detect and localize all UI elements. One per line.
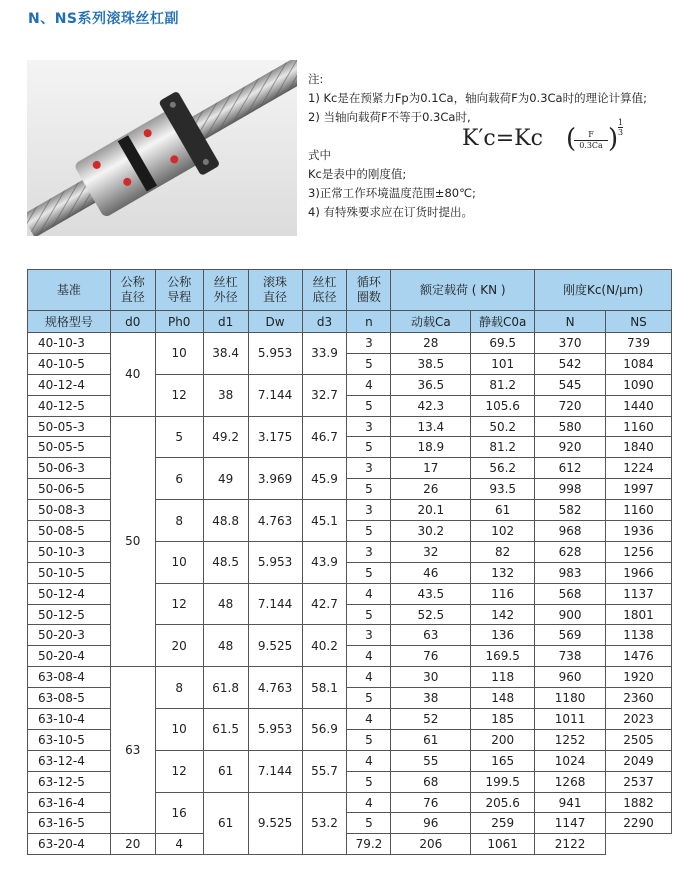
- model-cell: 63-12-5: [28, 771, 111, 792]
- note-2: 2) 当轴向载荷F不等于0.3Ca时,: [308, 110, 471, 124]
- dynamic-load-cell: 52.5: [391, 604, 471, 625]
- static-load-cell: 116: [471, 583, 535, 604]
- dynamic-load-cell: 63: [391, 625, 471, 646]
- dw-cell: 5.953: [248, 333, 302, 375]
- stiffness-ns-cell: 1801: [606, 604, 672, 625]
- static-load-cell: 56.2: [471, 458, 535, 479]
- d3-cell: 53.2: [302, 792, 347, 855]
- stiffness-ns-cell: 1997: [606, 479, 672, 500]
- static-load-cell: 206: [391, 834, 471, 855]
- header-ph0: Ph0: [155, 311, 203, 333]
- note-3: 3)正常工作环境温度范围±80℃;: [308, 186, 476, 200]
- stiffness-n-cell: 628: [535, 541, 606, 562]
- header-d3: d3: [302, 311, 347, 333]
- note-1: 1) Kc是在预紧力Fp为0.1Ca，轴向载荷F为0.3Ca时的理论计算值;: [308, 91, 647, 105]
- ball-screw-photo: [27, 60, 297, 236]
- model-cell: 40-10-5: [28, 353, 111, 374]
- stiffness-n-cell: 569: [535, 625, 606, 646]
- d1-cell: 48.8: [203, 500, 248, 542]
- d1-cell: 48.5: [203, 541, 248, 583]
- stiffness-n-cell: 545: [535, 374, 606, 395]
- stiffness-n-cell: 1252: [535, 729, 606, 750]
- dw-cell: 7.144: [248, 750, 302, 792]
- table-row: [28, 834, 672, 855]
- static-load-cell: 136: [471, 625, 535, 646]
- dw-cell: 9.525: [248, 625, 302, 667]
- static-load-cell: 105.6: [471, 395, 535, 416]
- static-load-cell: 102: [471, 521, 535, 542]
- d0-cell: 50: [110, 416, 155, 667]
- ph0-cell: 10: [155, 709, 203, 751]
- circuits-cell: 5: [347, 562, 391, 583]
- model-cell: 50-05-3: [28, 416, 111, 437]
- d1-cell: 49.2: [203, 416, 248, 458]
- header-nominal-lead: 公称 导程: [155, 270, 203, 311]
- d1-cell: 61: [203, 792, 248, 855]
- static-load-cell: 101: [471, 353, 535, 374]
- d3-cell: 45.1: [302, 500, 347, 542]
- static-load-cell: 199.5: [471, 771, 535, 792]
- stiffness-n-cell: 582: [535, 500, 606, 521]
- stiffness-n-cell: 720: [535, 395, 606, 416]
- header-n: n: [347, 311, 391, 333]
- stiffness-n-cell: 612: [535, 458, 606, 479]
- d0-cell: 63: [110, 667, 155, 834]
- formula-exp-numerator: 1: [618, 118, 624, 127]
- dynamic-load-cell: 32: [391, 541, 471, 562]
- stiffness-n-cell: 1024: [535, 750, 606, 771]
- d1-cell: 48: [203, 583, 248, 625]
- circuits-cell: 4: [347, 667, 391, 688]
- stiffness-n-cell: 968: [535, 521, 606, 542]
- d1-cell: 61.8: [203, 667, 248, 709]
- note-4: 4) 有特殊要求应在订货时提出。: [308, 205, 473, 219]
- spec-table: [27, 269, 672, 855]
- stiffness-n-cell: 370: [535, 333, 606, 354]
- d1-cell: 61.5: [203, 709, 248, 751]
- stiffness-ns-cell: 1966: [606, 562, 672, 583]
- header-stiffness: 刚度Kc(N/μm): [535, 270, 672, 311]
- d1-cell: 49: [203, 458, 248, 500]
- dynamic-load-cell: 68: [391, 771, 471, 792]
- circuits-cell: 5: [347, 813, 391, 834]
- stiffness-n-cell: 941: [535, 792, 606, 813]
- stiffness-n-cell: 1268: [535, 771, 606, 792]
- d1-cell: 48: [203, 625, 248, 667]
- circuits-cell: 5: [347, 604, 391, 625]
- ph0-cell: 12: [155, 374, 203, 416]
- stiffness-ns-cell: 2023: [606, 709, 672, 730]
- d1-cell: 61: [203, 750, 248, 792]
- ph0-cell: 20: [155, 625, 203, 667]
- stiffness-n-cell: 983: [535, 562, 606, 583]
- stiffness-n-cell: 998: [535, 479, 606, 500]
- model-cell: 50-10-5: [28, 562, 111, 583]
- dynamic-load-cell: 46: [391, 562, 471, 583]
- ph0-cell: 5: [155, 416, 203, 458]
- static-load-cell: 148: [471, 688, 535, 709]
- header-circuits: 循环 圈数: [347, 270, 391, 311]
- model-cell: 63-16-5: [28, 813, 111, 834]
- dynamic-load-cell: 52: [391, 709, 471, 730]
- formula-lhs: K′c=Kc: [462, 126, 543, 151]
- stiffness-ns-cell: 1137: [606, 583, 672, 604]
- stiffness-ns-cell: 1084: [606, 353, 672, 374]
- stiffness-n-cell: 1147: [535, 813, 606, 834]
- d3-cell: 40.2: [302, 625, 347, 667]
- header-d1: d1: [203, 311, 248, 333]
- ph0-cell: 16: [155, 792, 203, 834]
- d3-cell: 56.9: [302, 709, 347, 751]
- model-cell: 50-20-3: [28, 625, 111, 646]
- header-dw: Dw: [248, 311, 302, 333]
- stiffness-ns-cell: 1224: [606, 458, 672, 479]
- dynamic-load-cell: 43.5: [391, 583, 471, 604]
- circuits-cell: 5: [347, 479, 391, 500]
- d3-cell: 55.7: [302, 750, 347, 792]
- circuits-cell: 5: [347, 353, 391, 374]
- model-cell: 63-10-5: [28, 729, 111, 750]
- stiffness-ns-cell: 1160: [606, 416, 672, 437]
- note-where: 式中: [308, 148, 331, 162]
- stiffness-n-cell: 580: [535, 416, 606, 437]
- static-load-cell: 132: [471, 562, 535, 583]
- dynamic-load-cell: 79.2: [347, 834, 391, 855]
- d3-cell: 46.7: [302, 416, 347, 458]
- circuits-cell: 4: [347, 583, 391, 604]
- dw-cell: 5.953: [248, 709, 302, 751]
- circuits-cell: 4: [347, 792, 391, 813]
- circuits-cell: 5: [347, 688, 391, 709]
- static-load-cell: 259: [471, 813, 535, 834]
- model-cell: 50-12-5: [28, 604, 111, 625]
- dynamic-load-cell: 28: [391, 333, 471, 354]
- circuits-cell: 4: [155, 834, 203, 855]
- dynamic-load-cell: 30.2: [391, 521, 471, 542]
- model-cell: 50-20-4: [28, 646, 111, 667]
- note-kc: Kc是表中的刚度值;: [308, 167, 407, 181]
- table-row: [28, 667, 672, 688]
- d3-cell: 32.7: [302, 374, 347, 416]
- formula-exp-denominator: 3: [618, 128, 624, 137]
- stiffness-n-cell: 900: [535, 604, 606, 625]
- model-cell: 40-12-4: [28, 374, 111, 395]
- circuits-cell: 5: [347, 521, 391, 542]
- dw-cell: 5.953: [248, 541, 302, 583]
- table-row: [28, 416, 672, 437]
- d3-cell: 45.9: [302, 458, 347, 500]
- circuits-cell: 4: [347, 750, 391, 771]
- dw-cell: 7.144: [248, 583, 302, 625]
- stiffness-ns-cell: 1920: [606, 667, 672, 688]
- circuits-cell: 3: [347, 500, 391, 521]
- circuits-cell: 3: [347, 416, 391, 437]
- dynamic-load-cell: 17: [391, 458, 471, 479]
- formula-numerator: F: [574, 130, 608, 141]
- model-cell: 63-16-4: [28, 792, 111, 813]
- header-stiffness-ns: NS: [606, 311, 672, 333]
- dynamic-load-cell: 96: [391, 813, 471, 834]
- stiffness-n-cell: 738: [535, 646, 606, 667]
- ph0-cell: 12: [155, 750, 203, 792]
- formula-exponent: [618, 118, 623, 137]
- d3-cell: 33.9: [302, 333, 347, 375]
- ph0-cell: 8: [155, 667, 203, 709]
- model-cell: 50-06-3: [28, 458, 111, 479]
- circuits-cell: 5: [347, 437, 391, 458]
- circuits-cell: 3: [347, 333, 391, 354]
- page-title: N、NS系列滚珠丝杠副: [28, 11, 180, 27]
- dw-cell: 4.763: [248, 667, 302, 709]
- d3-cell: 58.1: [302, 667, 347, 709]
- ph0-cell: 10: [155, 333, 203, 375]
- header-dynamic-load: 动载Ca: [391, 311, 471, 333]
- circuits-cell: 3: [347, 458, 391, 479]
- header-model: 规格型号: [28, 311, 111, 333]
- spec-table-body: [28, 333, 672, 855]
- static-load-cell: 142: [471, 604, 535, 625]
- dw-cell: 3.969: [248, 458, 302, 500]
- stiffness-ns-cell: 1090: [606, 374, 672, 395]
- model-cell: 63-12-4: [28, 750, 111, 771]
- stiffness-ns-cell: 1256: [606, 541, 672, 562]
- static-load-cell: 82: [471, 541, 535, 562]
- header-screw-od: 丝杠 外径: [203, 270, 248, 311]
- static-load-cell: 185: [471, 709, 535, 730]
- dw-cell: 9.525: [248, 792, 302, 855]
- dw-cell: 4.763: [248, 500, 302, 542]
- header-base: 基准: [28, 270, 111, 311]
- static-load-cell: 169.5: [471, 646, 535, 667]
- table-row: [28, 333, 672, 354]
- stiffness-ns-cell: 2537: [606, 771, 672, 792]
- stiffness-ns-cell: 2360: [606, 688, 672, 709]
- model-cell: 63-08-5: [28, 688, 111, 709]
- stiffness-ns-cell: 739: [606, 333, 672, 354]
- model-cell: 50-06-5: [28, 479, 111, 500]
- dynamic-load-cell: 36.5: [391, 374, 471, 395]
- static-load-cell: 93.5: [471, 479, 535, 500]
- dw-cell: 3.175: [248, 416, 302, 458]
- circuits-cell: 4: [347, 374, 391, 395]
- stiffness-n-cell: 568: [535, 583, 606, 604]
- stiffness-ns-cell: 1476: [606, 646, 672, 667]
- model-cell: 50-10-3: [28, 541, 111, 562]
- static-load-cell: 50.2: [471, 416, 535, 437]
- header-nominal-diameter: 公称 直径: [110, 270, 155, 311]
- model-cell: 40-12-5: [28, 395, 111, 416]
- dynamic-load-cell: 38: [391, 688, 471, 709]
- header-static-load: 静载C0a: [471, 311, 535, 333]
- static-load-cell: 81.2: [471, 374, 535, 395]
- formula-open-paren: (: [566, 124, 577, 154]
- model-cell: 50-08-3: [28, 500, 111, 521]
- stiffness-ns-cell: 2290: [606, 813, 672, 834]
- notes-heading: 注:: [308, 72, 324, 86]
- stiffness-ns-cell: 1840: [606, 437, 672, 458]
- stiffness-ns-cell: 1936: [606, 521, 672, 542]
- static-load-cell: 61: [471, 500, 535, 521]
- model-cell: 63-20-4: [28, 834, 111, 855]
- ph0-cell: 12: [155, 583, 203, 625]
- model-cell: 50-05-5: [28, 437, 111, 458]
- dynamic-load-cell: 26: [391, 479, 471, 500]
- stiffness-ns-cell: 1882: [606, 792, 672, 813]
- stiffness-n-cell: 1180: [535, 688, 606, 709]
- ph0-cell: 6: [155, 458, 203, 500]
- ph0-cell: 10: [155, 541, 203, 583]
- stiffness-ns-cell: 1440: [606, 395, 672, 416]
- stiffness-n-cell: 1061: [471, 834, 535, 855]
- stiffness-ns-cell: 2122: [535, 834, 606, 855]
- dynamic-load-cell: 42.3: [391, 395, 471, 416]
- stiffness-ns-cell: 1160: [606, 500, 672, 521]
- static-load-cell: 118: [471, 667, 535, 688]
- dynamic-load-cell: 30: [391, 667, 471, 688]
- d1-cell: 38.4: [203, 333, 248, 375]
- header-rated-load: 额定载荷 ( KN ): [391, 270, 535, 311]
- stiffness-n-cell: 1011: [535, 709, 606, 730]
- stiffness-ns-cell: 2049: [606, 750, 672, 771]
- formula-fraction: [574, 130, 608, 150]
- model-cell: 50-08-5: [28, 521, 111, 542]
- ph0-cell: 8: [155, 500, 203, 542]
- dynamic-load-cell: 76: [391, 792, 471, 813]
- model-cell: 63-10-4: [28, 709, 111, 730]
- dynamic-load-cell: 38.5: [391, 353, 471, 374]
- dynamic-load-cell: 55: [391, 750, 471, 771]
- static-load-cell: 200: [471, 729, 535, 750]
- formula-denominator: 0.3Ca: [579, 141, 603, 150]
- circuits-cell: 3: [347, 625, 391, 646]
- model-cell: 50-12-4: [28, 583, 111, 604]
- d3-cell: 43.9: [302, 541, 347, 583]
- dynamic-load-cell: 76: [391, 646, 471, 667]
- d0-cell: 40: [110, 333, 155, 417]
- circuits-cell: 4: [347, 709, 391, 730]
- stiffness-n-cell: 542: [535, 353, 606, 374]
- static-load-cell: 81.2: [471, 437, 535, 458]
- stiffness-ns-cell: 2505: [606, 729, 672, 750]
- circuits-cell: 5: [347, 395, 391, 416]
- dynamic-load-cell: 61: [391, 729, 471, 750]
- dynamic-load-cell: 13.4: [391, 416, 471, 437]
- circuits-cell: 5: [347, 771, 391, 792]
- stiffness-formula: [462, 118, 624, 154]
- dynamic-load-cell: 18.9: [391, 437, 471, 458]
- stiffness-n-cell: 960: [535, 667, 606, 688]
- ph0-cell: 20: [110, 834, 155, 855]
- circuits-cell: 4: [347, 646, 391, 667]
- circuits-cell: 3: [347, 541, 391, 562]
- formula-close-paren: ): [608, 124, 619, 154]
- stiffness-n-cell: 920: [535, 437, 606, 458]
- d3-cell: 42.7: [302, 583, 347, 625]
- static-load-cell: 205.6: [471, 792, 535, 813]
- header-d0: d0: [110, 311, 155, 333]
- static-load-cell: 69.5: [471, 333, 535, 354]
- dynamic-load-cell: 20.1: [391, 500, 471, 521]
- static-load-cell: 165: [471, 750, 535, 771]
- circuits-cell: 5: [347, 729, 391, 750]
- header-stiffness-n: N: [535, 311, 606, 333]
- model-cell: 40-10-3: [28, 333, 111, 354]
- header-screw-root: 丝杠 底径: [302, 270, 347, 311]
- header-ball-diameter: 滚珠 直径: [248, 270, 302, 311]
- dw-cell: 7.144: [248, 374, 302, 416]
- d1-cell: 38: [203, 374, 248, 416]
- stiffness-ns-cell: 1138: [606, 625, 672, 646]
- model-cell: 63-08-4: [28, 667, 111, 688]
